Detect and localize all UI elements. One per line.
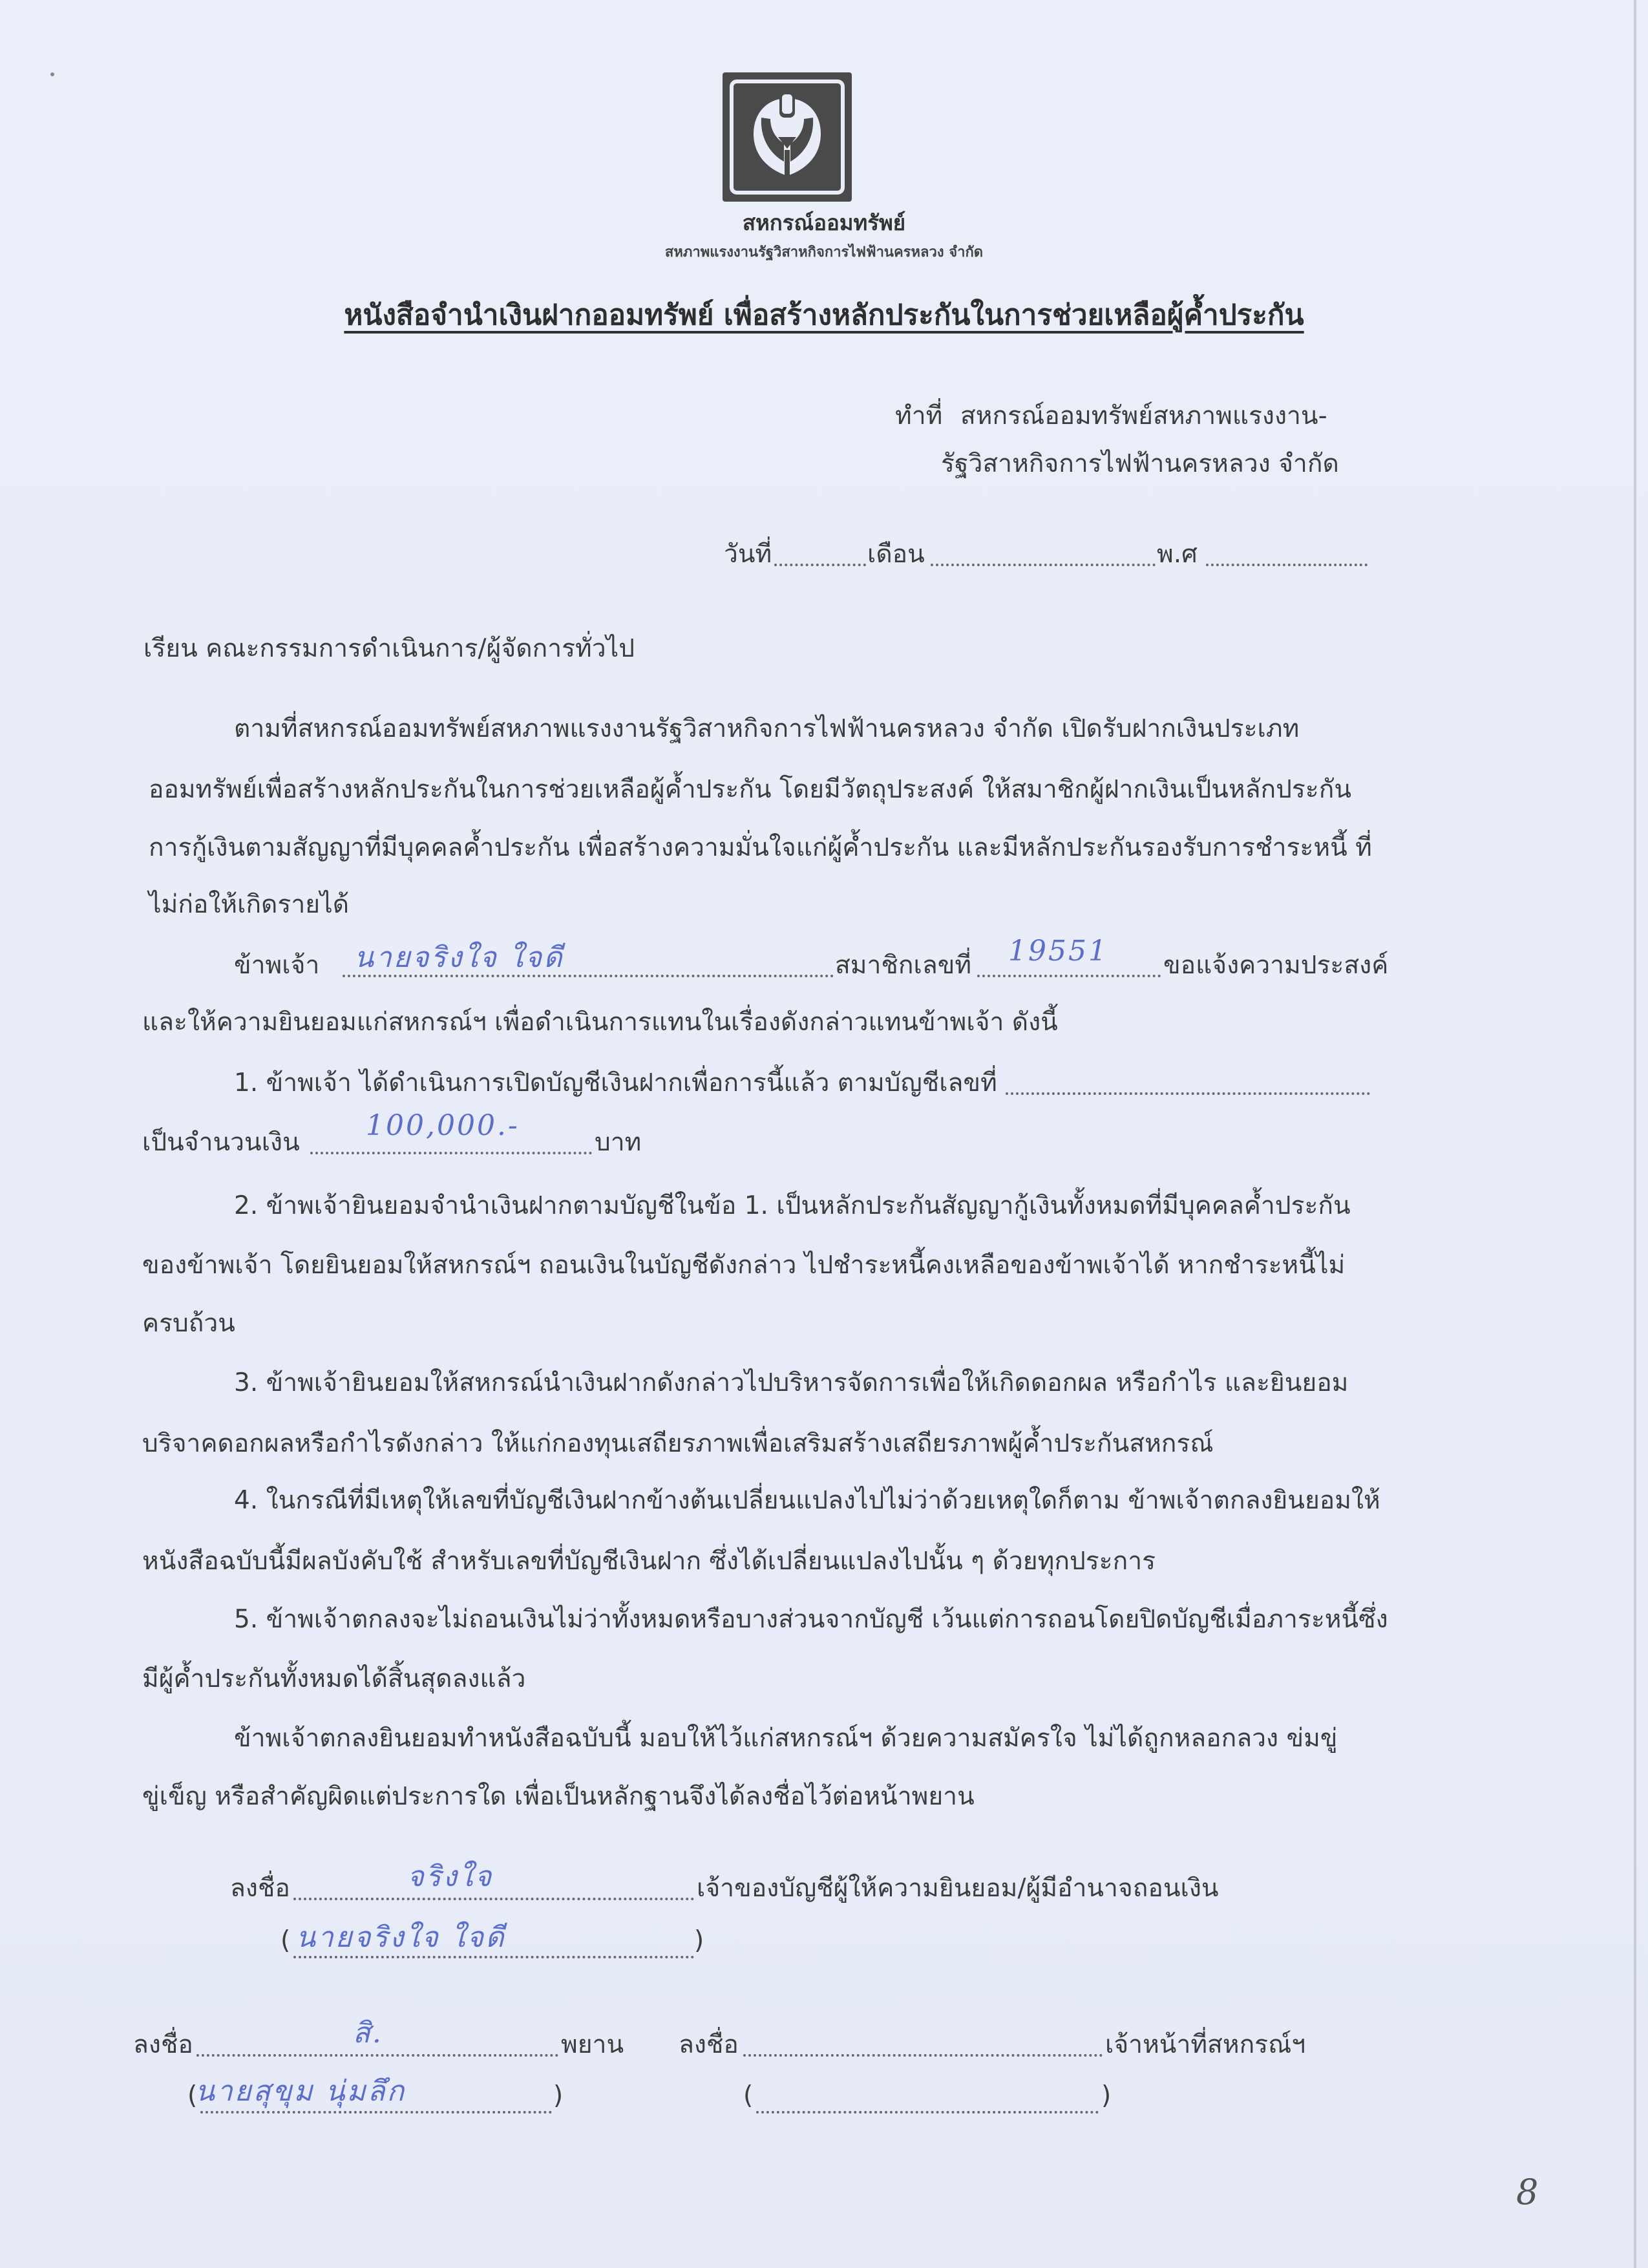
closing-line-2: ขู่เข็ญ หรือสำคัญผิดแต่ประการใด เพื่อเป็นหลักฐานจึงได้ลงชื่อไว้ต่อหน้าพยาน — [142, 1782, 975, 1811]
intro-line-1: ตามที่สหกรณ์ออมทรัพย์สหภาพแรงงานรัฐวิสาหกิจการไฟฟ้านครหลวง จำกัด เปิดรับฝากเงินประเภท — [234, 714, 1300, 743]
member-no-label: สมาชิกเลขที่ — [835, 951, 972, 980]
owner-signature-handwritten: จริงใจ — [407, 1860, 494, 1893]
salutation: เรียน คณะกรรมการดำเนินการ/ผู้จัดการทั่วไป — [143, 634, 635, 663]
year-label: พ.ศ — [1157, 540, 1198, 569]
witness-name-close-paren: ) — [553, 2081, 564, 2110]
amount-label: เป็นจำนวนเงิน — [142, 1128, 300, 1157]
item-1-line-1: 1. ข้าพเจ้า ได้ดำเนินการเปิดบัญชีเงินฝากเพื่อการนี้แล้ว ตามบัญชีเลขที่ — [234, 1068, 997, 1097]
amount-handwritten: 100,000.- — [366, 1109, 520, 1142]
officer-name-open-paren: ( — [743, 2081, 754, 2110]
officer-sign-label: ลงชื่อ — [679, 2030, 739, 2059]
item-3-line-1: 3. ข้าพเจ้ายินยอมให้สหกรณ์นำเงินฝากดังกล่าวไปบริหารจัดการเพื่อให้เกิดดอกผล หรือกำไร และยินยอม — [234, 1368, 1349, 1397]
year-dotted-line — [1206, 564, 1368, 566]
month-label: เดือน — [867, 540, 925, 569]
org-name: สหกรณ์ออมทรัพย์ — [742, 210, 906, 235]
witness-name-open-paren: ( — [187, 2081, 198, 2110]
item-2-line-3: ครบถ้วน — [142, 1309, 235, 1338]
scan-speck — [50, 72, 54, 76]
scan-edge — [1634, 0, 1636, 2268]
witness-name-handwritten: นายสุขุม นุ่มลึก — [195, 2075, 407, 2108]
member-no-dotted-line — [977, 975, 1161, 977]
member-line-2: และให้ความยินยอมแก่สหกรณ์ฯ เพื่อดำเนินการแทนในเรื่องดังกล่าวแทนข้าพเจ้า ดังนี้ — [142, 1008, 1058, 1037]
item-2-line-2: ของข้าพเจ้า โดยยินยอมให้สหกรณ์ฯ ถอนเงินในบัญชีดังกล่าว ไปชำระหนี้คงเหลือของข้าพเจ้าได้ หากชำระหนี้ไม่ — [142, 1251, 1346, 1280]
closing-line-1: ข้าพเจ้าตกลงยินยอมทำหนังสือฉบับนี้ มอบให้ไว้แก่สหกรณ์ฯ ด้วยความสมัครใจ ไม่ได้ถูกหลอกลวง ข่มขู่ — [234, 1724, 1338, 1753]
intro-line-2: ออมทรัพย์เพื่อสร้างหลักประกันในการช่วยเหลือผู้ค้ำประกัน โดยมีวัตถุประสงค์ ให้สมาชิกผู้ฝากเงินเป็นหลักประกัน — [149, 775, 1352, 804]
address-label: ทำที่ — [895, 401, 943, 430]
owner-name-handwritten: นายจริงใจ ใจดี — [296, 1921, 506, 1954]
currency-label: บาท — [595, 1128, 642, 1157]
witness-sign-label: ลงชื่อ — [133, 2030, 193, 2059]
item-5-line-1: 5. ข้าพเจ้าตกลงจะไม่ถอนเงินไม่ว่าทั้งหมดหรือบางส่วนจากบัญชี เว้นแต่การถอนโดยปิดบัญชีเมื่อภาระหนี้ซึ่ง — [234, 1605, 1388, 1634]
org-full-name: สหภาพแรงงานรัฐวิสาหกิจการไฟฟ้านครหลวง จำกัด — [664, 244, 984, 260]
owner-name-open-paren: ( — [280, 1926, 291, 1955]
intro-line-3: การกู้เงินตามสัญญาที่มีบุคคลค้ำประกัน เพื่อสร้างความมั่นใจแก่ผู้ค้ำประกัน และมีหลักประกันรองรับการชำระหนี้ ที่ — [149, 833, 1372, 862]
day-label: วันที่ — [724, 540, 772, 569]
owner-role: เจ้าของบัญชีผู้ให้ความยินยอม/ผู้มีอำนาจถอนเงิน — [697, 1874, 1219, 1903]
owner-sign-label: ลงชื่อ — [230, 1874, 290, 1903]
cooperative-logo — [723, 72, 852, 202]
document-title: หนังสือจำนำเงินฝากออมทรัพย์ เพื่อสร้างหลักประกันในการช่วยเหลือผู้ค้ำประกัน — [344, 299, 1304, 332]
item-4-line-1: 4. ในกรณีที่มีเหตุให้เลขที่บัญชีเงินฝากข้างต้นเปลี่ยนแปลงไปไม่ว่าด้วยเหตุใดก็ตาม ข้าพเจ้าตกลงยินยอมให้ — [234, 1486, 1380, 1515]
month-dotted-line — [931, 564, 1156, 566]
item-3-line-2: บริจาคดอกผลหรือกำไรดังกล่าว ให้แก่กองทุนเสถียรภาพเพื่อเสริมสร้างเสถียรภาพผู้ค้ำประกันสหกรณ์ — [142, 1429, 1214, 1458]
amount-dotted-line — [310, 1152, 592, 1154]
member-suffix: ขอแจ้งความประสงค์ — [1163, 951, 1389, 980]
account-no-dotted-line — [1006, 1092, 1370, 1095]
address-line-2: รัฐวิสาหกิจการไฟฟ้านครหลวง จำกัด — [941, 449, 1339, 478]
officer-sign-dotted-line — [743, 2054, 1103, 2057]
intro-line-4: ไม่ก่อให้เกิดรายได้ — [149, 890, 350, 919]
member-no-handwritten: 19551 — [1008, 935, 1108, 968]
officer-role: เจ้าหน้าที่สหกรณ์ฯ — [1105, 2030, 1306, 2059]
owner-name-close-paren: ) — [694, 1926, 704, 1955]
item-4-line-2: หนังสือฉบับนี้มีผลบังคับใช้ สำหรับเลขที่บัญชีเงินฝาก ซึ่งได้เปลี่ยนแปลงไปนั้น ๆ ด้วยทุกประการ — [142, 1547, 1156, 1576]
day-dotted-line — [774, 564, 866, 566]
officer-name-dotted-line — [756, 2111, 1099, 2114]
member-prefix: ข้าพเจ้า — [234, 951, 320, 980]
owner-sign-dotted-line — [293, 1898, 694, 1900]
item-2-line-1: 2. ข้าพเจ้ายินยอมจำนำเงินฝากตามบัญชีในข้อ 1. เป็นหลักประกันสัญญากู้เงินทั้งหมดที่มีบุคคลค้ำประกัน — [234, 1191, 1351, 1220]
officer-name-close-paren: ) — [1101, 2081, 1112, 2110]
member-name-handwritten: นายจริงใจ ใจดี — [354, 941, 564, 974]
item-5-line-2: มีผู้ค้ำประกันทั้งหมดได้สิ้นสุดลงแล้ว — [142, 1664, 526, 1693]
witness-signature-handwritten: สิ. — [353, 2017, 383, 2050]
page-number: 8 — [1516, 2172, 1541, 2212]
address-line-1: สหกรณ์ออมทรัพย์สหภาพแรงงาน- — [960, 401, 1327, 430]
witness-role: พยาน — [561, 2030, 624, 2059]
